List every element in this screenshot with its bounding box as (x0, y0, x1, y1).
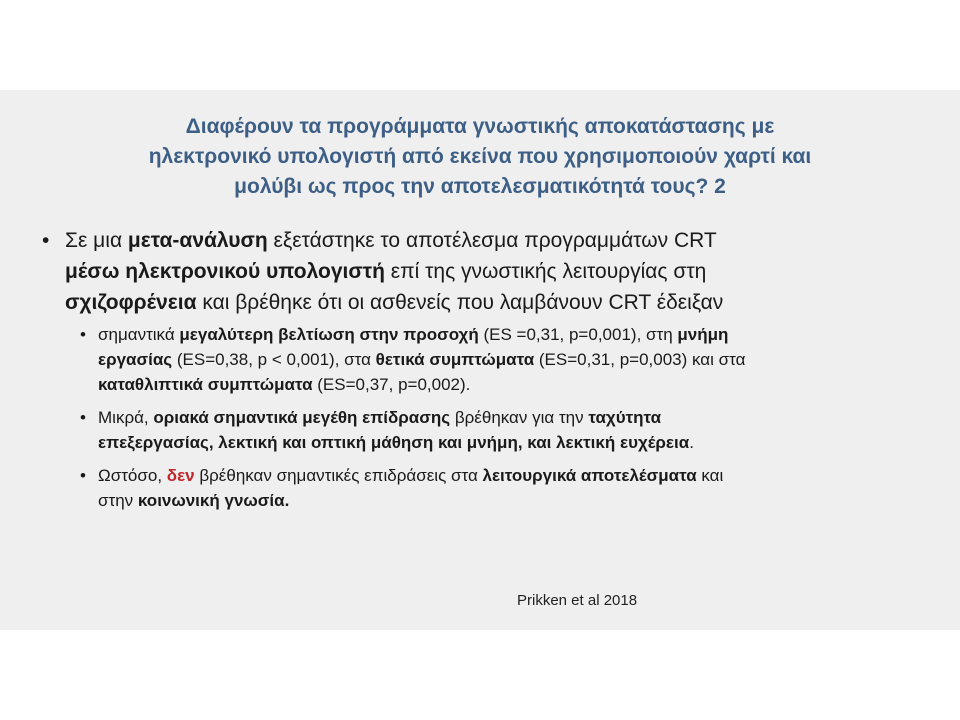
bold-run: εργασίας (98, 350, 173, 369)
text-run: βρέθηκαν σημαντικές επιδράσεις στα (194, 466, 483, 485)
bold-run: μνήμη (677, 325, 729, 344)
text-run: (ES =0,31, p=0,001), στη (478, 325, 678, 344)
bullet-dot: • (80, 325, 86, 344)
text-run: Ωστόσο, (98, 466, 167, 485)
title-line: Διαφέρουν τα προγράμματα γνωστικής αποκατάστασης με (185, 115, 775, 138)
title-line: μολύβι ως προς την αποτελεσματικότητά τους? 2 (234, 175, 726, 198)
sub-bullet-text (98, 322, 930, 397)
citation: Prikken et al 2018 (517, 592, 638, 609)
text-run: εξετάστηκε το αποτέλεσμα προγραμμάτων CRT (267, 229, 717, 252)
main-bullet (42, 225, 926, 318)
bold-run: επεξεργασίας, λεκτική και οπτική μάθηση και μνήμη, και λεκτική ευχέρεια (98, 433, 690, 452)
sub-bullet-functional-outcomes (80, 463, 930, 513)
main-bullet-text (65, 225, 926, 318)
bold-run: μεγαλύτερη βελτίωση στην προσοχή (179, 325, 479, 344)
text-run: . (689, 433, 694, 452)
emphasis-red-run: δεν (166, 466, 195, 485)
text-run: βρέθηκαν για την (450, 408, 589, 427)
slide-title (60, 112, 900, 202)
text-run: στην (98, 491, 138, 510)
bullet-dot: • (42, 229, 50, 252)
bold-run: μέσω ηλεκτρονικού υπολογιστή (65, 260, 385, 283)
bullet-dot: • (80, 466, 86, 485)
title-line: ηλεκτρονικό υπολογιστή από εκείνα που χρησιμοποιούν χαρτί και (148, 145, 812, 168)
text-run: επί της γνωστικής λειτουργίας στη (384, 260, 707, 283)
bold-run: κοινωνική γνωσία. (137, 491, 290, 510)
text-run: σημαντικά (98, 325, 180, 344)
bold-run: καταθλιπτικά συμπτώματα (98, 375, 313, 394)
bold-run: λειτουργικά αποτελέσματα (482, 466, 697, 485)
text-run: Σε μια (65, 229, 128, 252)
bold-run: θετικά συμπτώματα (375, 350, 535, 369)
text-run: Μικρά, (98, 408, 154, 427)
bullet-dot: • (80, 408, 86, 427)
sub-bullet-processing-speed (80, 405, 930, 455)
text-run: και βρέθηκε ότι οι ασθενείς που λαμβάνουν CRT έδειξαν (196, 291, 724, 314)
text-run: (ES=0,38, p < 0,001), στα (172, 350, 376, 369)
text-run: (ES=0,31, p=0,003) και στα (534, 350, 746, 369)
sub-bullet-text (98, 463, 930, 513)
sub-bullet-text (98, 405, 930, 455)
text-run: (ES=0,37, p=0,002). (312, 375, 471, 394)
text-run: και (696, 466, 724, 485)
bold-run: μετα-ανάλυση (127, 229, 268, 252)
bold-run: οριακά σημαντικά μεγέθη επίδρασης (153, 408, 451, 427)
sub-bullet-attention (80, 322, 930, 397)
bold-run: ταχύτητα (588, 408, 662, 427)
bold-run: σχιζοφρένεια (65, 291, 197, 314)
